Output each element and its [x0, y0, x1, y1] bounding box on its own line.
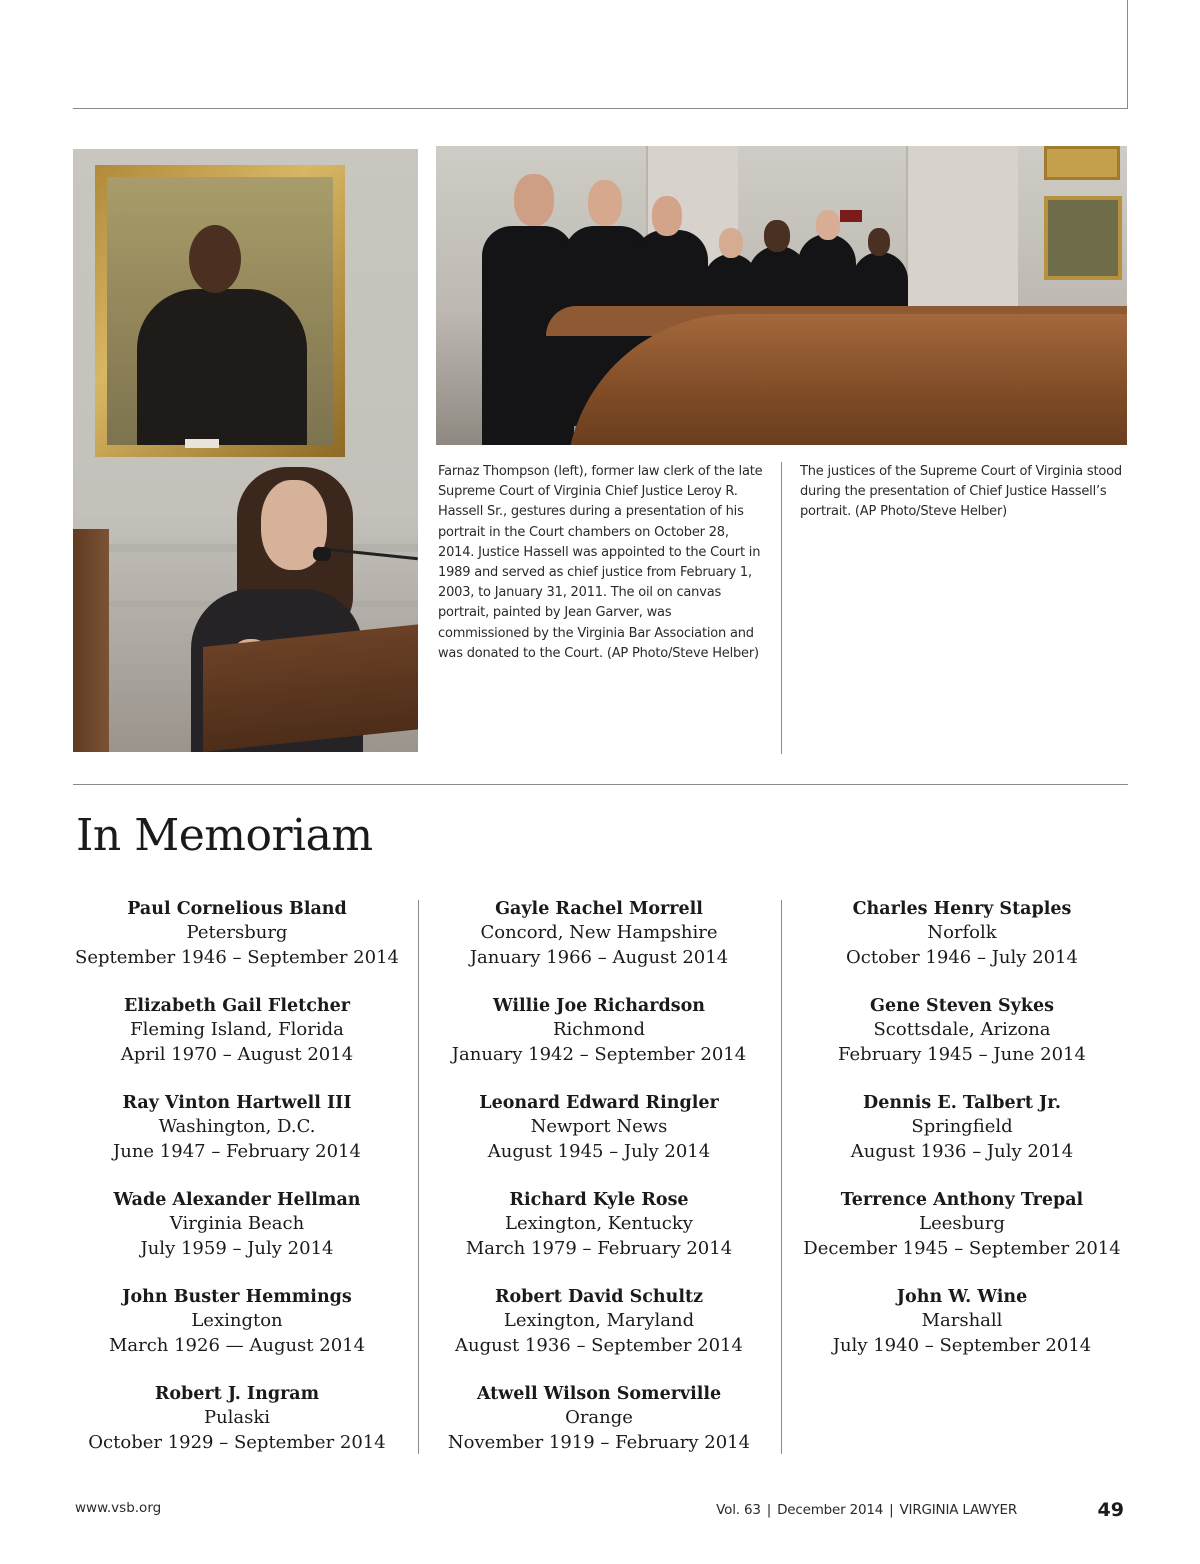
- entry-dates: January 1942 – September 2014: [451, 1043, 747, 1065]
- wall-portrait-frame: [1044, 196, 1122, 280]
- memoriam-entry: [419, 1091, 779, 1188]
- entry-name: Dennis E. Talbert Jr.: [863, 1093, 1061, 1113]
- memoriam-entry: [57, 1188, 417, 1285]
- memoriam-entry: [419, 1382, 779, 1479]
- footer-publication: VIRGINIA LAWYER: [899, 1502, 1017, 1518]
- entry-name: Paul Cornelious Bland: [127, 899, 347, 919]
- entry-place: Lexington: [191, 1310, 283, 1332]
- entry-dates: April 1970 – August 2014: [120, 1043, 354, 1065]
- justice-face: [816, 210, 840, 240]
- entry-name: Terrence Anthony Trepal: [840, 1190, 1084, 1210]
- entry-place: Washington, D.C.: [158, 1116, 316, 1138]
- entry-place: Lexington, Maryland: [503, 1310, 695, 1332]
- memoriam-entry: [782, 897, 1142, 994]
- justice-face: [588, 180, 622, 226]
- portrait-robe: [137, 289, 307, 445]
- entry-dates: October 1946 – July 2014: [846, 946, 1078, 968]
- podium: [203, 624, 418, 752]
- entry-place: Marshall: [921, 1310, 1003, 1332]
- entry-dates: July 1940 – September 2014: [832, 1334, 1092, 1356]
- entry-dates: October 1929 – September 2014: [88, 1431, 386, 1453]
- entry-dates: January 1966 – August 2014: [469, 946, 729, 968]
- footer-separator: |: [766, 1502, 772, 1518]
- justice-face: [719, 228, 743, 258]
- justice-face: [514, 174, 554, 226]
- memoriam-entry: [419, 1285, 779, 1382]
- entry-dates: February 1945 – June 2014: [838, 1043, 1086, 1065]
- entry-place: Pulaski: [203, 1407, 271, 1429]
- entry-dates: July 1959 – July 2014: [140, 1237, 334, 1259]
- photo-justices: [436, 146, 1127, 445]
- entry-name: Charles Henry Staples: [852, 899, 1072, 919]
- footer-separator: |: [889, 1502, 894, 1518]
- entry-name: Wade Alexander Hellman: [113, 1190, 361, 1210]
- top-rule: [73, 108, 1128, 109]
- entry-name: Elizabeth Gail Fletcher: [124, 996, 350, 1016]
- top-rule-vertical: [1127, 0, 1128, 109]
- entry-name: Robert J. Ingram: [154, 1384, 320, 1404]
- entry-dates: August 1945 – July 2014: [487, 1140, 711, 1162]
- entry-place: Springfield: [911, 1116, 1013, 1138]
- memoriam-entry: [782, 1188, 1142, 1285]
- photo-caption-left: Farnaz Thompson (left), former law clerk of the late Supreme Court of Virginia Chief Justice Leroy R. Hassell Sr., gestures during a presentation of his portrait in the Court chambers on October 28, 2014. Justice Hassell was appointed to the Court in 1989 and served as chief justice from February 1, 2003, to January 31, 2011. The oil on canvas portrait, painted by Jean Garver, was commissioned by the Virginia Bar Association and was donated to the Court. (AP Photo/Steve Helber): [438, 464, 763, 661]
- memoriam-column-3: [782, 897, 1142, 1382]
- entry-dates: August 1936 – September 2014: [455, 1334, 743, 1356]
- memoriam-entry: [57, 1382, 417, 1479]
- footer-issue-line: [716, 1502, 1017, 1518]
- caption-divider: [781, 462, 782, 754]
- memoriam-entry: [782, 1285, 1142, 1382]
- entry-dates: March 1926 — August 2014: [108, 1334, 366, 1356]
- memoriam-column-2: [419, 897, 779, 1479]
- memoriam-entry: [419, 994, 779, 1091]
- wall-portrait-frame: [1044, 146, 1120, 180]
- entry-place: Fleming Island, Florida: [130, 1019, 344, 1041]
- entry-place: Norfolk: [927, 922, 997, 944]
- entry-name: Robert David Schultz: [494, 1287, 704, 1307]
- portrait-frame: [95, 165, 345, 457]
- entry-place: Lexington, Kentucky: [505, 1213, 693, 1235]
- entry-name: Gene Steven Sykes: [870, 996, 1054, 1016]
- entry-place: Virginia Beach: [169, 1213, 305, 1235]
- entry-place: Leesburg: [919, 1213, 1005, 1235]
- entry-dates: November 1919 – February 2014: [447, 1431, 751, 1453]
- page-number: 49: [1097, 1499, 1124, 1521]
- portrait-plaque: [185, 439, 219, 448]
- entry-dates: December 1945 – September 2014: [803, 1237, 1121, 1259]
- exit-sign-icon: [840, 210, 862, 222]
- entry-name: Richard Kyle Rose: [509, 1190, 689, 1210]
- memoriam-entry: [782, 994, 1142, 1091]
- justice-face: [764, 220, 790, 252]
- justice-face: [868, 228, 890, 256]
- memoriam-entry: [57, 1091, 417, 1188]
- entry-place: Scottsdale, Arizona: [873, 1019, 1051, 1041]
- entry-dates: August 1936 – July 2014: [850, 1140, 1074, 1162]
- photo-speaker-with-portrait: [73, 149, 418, 752]
- entry-name: Gayle Rachel Morrell: [495, 899, 703, 919]
- section-title: In Memoriam: [76, 810, 373, 861]
- portrait-canvas: [107, 177, 333, 445]
- photo-caption-right: The justices of the Supreme Court of Virginia stood during the presentation of Chief Justice Hassell’s portrait. (AP Photo/Steve Helber): [800, 464, 1122, 520]
- entry-place: Petersburg: [186, 922, 288, 944]
- memoriam-entry: [419, 897, 779, 994]
- entry-name: Willie Joe Richardson: [493, 996, 705, 1016]
- memoriam-entry: [419, 1188, 779, 1285]
- portrait-head: [189, 225, 241, 293]
- footer-website: www.vsb.org: [75, 1500, 162, 1516]
- entry-place: Orange: [565, 1407, 633, 1429]
- entry-place: Concord, New Hampshire: [480, 922, 718, 944]
- memoriam-entry: [57, 897, 417, 994]
- footer-volume: Vol. 63: [716, 1502, 761, 1518]
- memoriam-entry: [57, 1285, 417, 1382]
- entry-dates: June 1947 – February 2014: [113, 1140, 361, 1162]
- entry-name: John W. Wine: [896, 1287, 1028, 1307]
- footer-issue: December 2014: [777, 1502, 884, 1518]
- entry-place: Newport News: [530, 1116, 668, 1138]
- memoriam-column-1: [57, 897, 417, 1479]
- wooden-door: [73, 529, 109, 752]
- memoriam-entry: [782, 1091, 1142, 1188]
- entry-place: Richmond: [552, 1019, 645, 1041]
- entry-name: Atwell Wilson Somerville: [476, 1384, 722, 1404]
- section-rule: [73, 784, 1128, 785]
- entry-name: John Buster Hemmings: [122, 1287, 352, 1307]
- entry-name: Ray Vinton Hartwell III: [122, 1093, 352, 1113]
- entry-dates: September 1946 – September 2014: [75, 946, 399, 968]
- memoriam-entry: [57, 994, 417, 1091]
- entry-name: Leonard Edward Ringler: [479, 1093, 719, 1113]
- justice-face: [652, 196, 682, 236]
- entry-dates: March 1979 – February 2014: [465, 1237, 733, 1259]
- microphone-icon: [313, 547, 331, 561]
